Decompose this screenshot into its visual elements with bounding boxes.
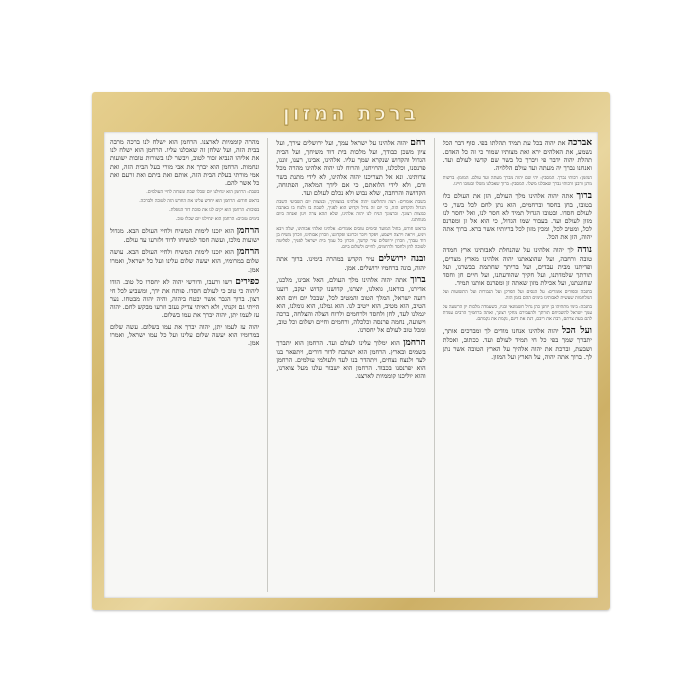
text-column-3 [110,138,259,592]
paragraph-text: הוא יזכנו לימות המשיח ולחיי העולם הבא. עושה שלום במרומיו, הוא יעשה שלום עלינו ועל כל ישראל, ואמרו אמן. [110,248,260,274]
paragraph-text: לך יהוה אלהינו על שהנחלת לאבותינו ארץ חמדה טובה ורחבה, ועל שהוצאתנו יהוה אלהינו מארץ מצרים, ופדיתנו מבית עבדים, ועל בריתך שחתמת בבשרנו, ועל תורתך שלמדתנו, ועל חקיך שהודעתנו, ועל חיים חן וחסד שחוננתנו, ועל אכילת מזון שאתה זן ומפרנס אותנו תמיד. [442,245,592,288]
blessing-paragraph [110,226,259,244]
paragraph-lead-word: הרחמן [236,226,260,237]
paragraph-text: המזמן: רבותי נברך. המסבין: יהי שם יהוה מברך מעתה ועד עולם. המזמן: ברשות מרנן ורבנן ורבותי נברך שאכלנו משלו. המסבין: ברוך שאכלנו משלו ובטובו חיינו. [442,175,592,187]
paragraph-text: בחנכה: בימי מתתיהו בן יוחנן כהן גדול חשמונאי ובניו, כשעמדה מלכות יון הרשעה על עמך ישראל להשכיחם תורתך ולהעבירם מחקי רצונך, ואתה ברחמיך הרבים עמדת להם בעת צרתם, רבת את ריבם, דנת את דינם, נקמת את נקמתם. [442,305,592,323]
blessing-paragraph [276,275,425,334]
paragraph-text: הוא ימלוך עלינו לעולם ועד. הרחמן הוא יתברך בשמים ובארץ. הרחמן הוא ישתבח לדור דורים, ויתפאר בנו לעד ולנצח נצחים, ויתהדר בנו לעד ולעולמי עולמים. הרחמן הוא יפרנסנו בכבוד. הרחמן הוא ישבור עלנו מעל צוארנו, והוא יוליכנו קוממיות לארצנו. [276,338,426,381]
blessing-paragraph [110,199,259,205]
paragraph-text: בחנכה ובפורים אומרים: על הנסים ועל הפרקן ועל הגבורות ועל התשועות ועל המלחמות שעשית לאבותינו בימים ההם בזמן הזה. [442,290,592,302]
paragraph-text: רשו ורעבו, ודורשי יהוה לא יחסרו כל טוב. הודו ליהוה כי טוב כי לעולם חסדו. פותח את ידך, ומשביע לכל חי רצון. ברוך הגבר אשר יבטח ביהוה, והיה יהוה מבטחו. נער הייתי גם זקנתי, ולא ראיתי צדיק נעזב וזרעו מבקש לחם. יהוה עז לעמו יתן, יהוה יברך את עמו בשלום. [110,277,260,320]
blessing-paragraph [276,138,425,197]
paragraph-lead-word: אברכה [567,138,592,148]
blessing-paragraph [110,138,259,187]
blessing-paragraph [110,323,259,348]
paragraph-text: מהרה קוממיות לארצנו. הרחמן הוא ישלח לנו ברכה מרבה בבית הזה, ועל שלחן זה שאכלנו עליו. הרחמן הוא ישלח לנו את אליהו הנביא זכור לטוב, ויבשר לנו בשורות טובות ישועות ונחמות. הרחמן הוא יברך את אבי מורי בעל הבית הזה, ואת אמי מורתי בעלת הבית הזה, אותם ואת ביתם ואת זרעם ואת כל אשר להם. [110,138,260,188]
blessing-paragraph [443,326,592,361]
paragraph-text: בימים טובים: הרחמן הוא ינחילנו יום שכלו טוב. [175,217,260,223]
paragraph-text: הוא יזכנו לימות המשיח ולחיי העולם הבא. מגדול ישועות מלכו, ועשה חסד למשיחו לדוד ולזרעו עד עולם. [110,227,260,245]
paragraph-text: בשבת אומרים: רצה והחליצנו יהוה אלהינו במצותיך, ובמצות יום השביעי השבת הגדול והקדוש הזה, כי יום זה גדול וקדוש הוא לפניך, לשבת בו ולנוח בו באהבה כמצות רצונך. וברצונך הניח לנו יהוה אלהינו, שלא תהא צרה ויגון ואנחה ביום מנוחתנו. [276,200,426,224]
paragraph-lead-word: כפירים [235,276,260,287]
paragraph-lead-word: הרחמן [236,247,260,258]
blessing-paragraph [443,305,592,323]
plaque-title: ברכת המזון [282,101,420,125]
blessing-text-panel [104,132,598,598]
blessing-paragraph [276,254,425,272]
paragraph-text: את יהוה בכל עת תמיד תהלתו בפי. סוף דבר הכל נשמע, את האלהים ירא ואת מצותיו שמור כי זה כל האדם. תהלת יהוה ידבר פי ויברך כל בשר שם קדשו לעולם ועד. ואנחנו נברך יה מעתה ועד עולם הללויה. [442,139,592,173]
blessing-paragraph [443,176,592,188]
paragraph-text: בשבת: הרחמן הוא ינחילנו יום שכלו שבת ומנוחה לחיי העולמים. [146,190,260,196]
blessing-paragraph [443,245,592,288]
paragraph-text: יהוה עז לעמו יתן, יהוה יברך את עמו בשלום. עשה שלום במרומיו הוא יעשה שלום עלינו ועל כל עמו ישראל, ואמרו אמן. [110,322,260,348]
blessing-paragraph [276,338,425,381]
paragraph-text: בראש חודש, בחול המועד ובימים טובים אומרים: אלהינו ואלהי אבותינו, יעלה ויבא ויגיע, ויראה וירצה וישמע, ויפקד ויזכר זכרוננו ופקדוננו, וזכרון אבותינו, וזכרון משיח בן דוד עבדך, וזכרון ירושלים עיר קדשך, וזכרון כל עמך בית ישראל לפניך, לפליטה לטובה לחן ולחסד ולרחמים, לחיים ולשלום ביום. [276,227,426,251]
paragraph-text: אתה יהוה אלהינו מלך העולם, הזן את העולם כלו בטובו, בחן בחסד וברחמים, הוא נתן לחם לכל בשר, כי לעולם חסדו. ובטובו הגדול תמיד לא חסר לנו, ואל יחסר לנו מזון לעולם ועד. בעבור שמו הגדול, כי הוא אל זן ומפרנס לכל, ומטיב לכל, ומכין מזון לכל בריותיו אשר ברא. ברוך אתה יהוה, הזן את הכל. [442,191,592,242]
blessing-paragraph [110,247,259,273]
blessing-paragraph [110,190,259,196]
paragraph-lead-word: ברוך [576,190,592,201]
blessing-paragraph [110,208,259,214]
paragraph-lead-word: ובנה ירושלים [378,254,426,265]
paragraph-lead-word: רחם [410,138,426,148]
paragraph-text: אתה יהוה אלהינו מלך העולם, האל אבינו, מלכנו, אדירנו, בוראנו, גואלנו, יוצרנו, קדושנו קדוש יעקב, רוענו רועה ישראל, המלך הטוב והמטיב לכל, שבכל יום ויום הוא הטיב, הוא מטיב, הוא ייטיב לנו. הוא גמלנו, הוא גומלנו, הוא יגמלנו לעד, לחן ולחסד ולרחמים ולרוח הצלה והצלחה, ברכה וישועה, נחמה פרנסה וכלכלה, ורחמים וחיים ושלום וכל טוב, ומכל טוב לעולם אל יחסרנו. [276,276,426,335]
blessing-paragraph [443,191,592,242]
text-columns [110,138,592,592]
blessing-paragraph [443,290,592,302]
paragraph-lead-word: נודה [577,244,592,255]
blessing-paragraph [443,138,592,173]
blessing-paragraph [276,227,425,251]
gold-plaque-frame [92,92,610,610]
paragraph-text: יהוה אלהינו על ישראל עמך, ועל ירושלים עירך, ועל ציון משכן כבודך, ועל מלכות בית דוד משיחך, ועל הבית הגדול והקדוש שנקרא שמך עליו. אלהינו, אבינו, רענו, זוננו, פרנסנו, וכלכלנו, והרויחנו, והרוח לנו יהוה אלהינו מהרה מכל צרותינו. ונא אל תצריכנו יהוה אלהינו, לא לידי מתנת בשר ודם, ולא לידי הלואתם, כי אם לידך המלאה, הפתוחה, הקדושה והרחבה, שלא נבוש ולא נכלם לעולם ועד. [276,139,426,198]
paragraph-text: יהוה אלהינו אנחנו מודים לך ומברכים אותך, יתברך שמך בפי כל חי תמיד לעולם ועד. ככתוב, ואכלת ושבעת, וברכת את יהוה אלהיך על הארץ הטובה אשר נתן לך. ברוך אתה יהוה, על הארץ ועל המזון. [442,327,592,361]
paragraph-text: בראש חודש: הרחמן הוא יחדש עלינו את החדש הזה לטובה ולברכה. [139,199,260,205]
blessing-paragraph [110,277,259,320]
column-divider [434,138,435,592]
text-column-1 [443,138,592,592]
title-bar [92,102,610,124]
paragraph-text: בסוכות: הרחמן הוא יקים לנו את סוכת דוד הנופלת. [169,208,260,214]
text-column-2 [276,138,425,592]
paragraph-lead-word: הרחמן [403,337,426,348]
paragraph-lead-word: ברוך [410,275,426,286]
blessing-paragraph [276,200,425,224]
paragraph-text: עיר הקדש במהרה בימינו. ברוך אתה יהוה, בונה ברחמיו ירושלים. אמן. [276,255,426,273]
paragraph-lead-word: ועל הכל [562,326,592,337]
blessing-paragraph [110,217,259,223]
column-divider [267,138,268,592]
